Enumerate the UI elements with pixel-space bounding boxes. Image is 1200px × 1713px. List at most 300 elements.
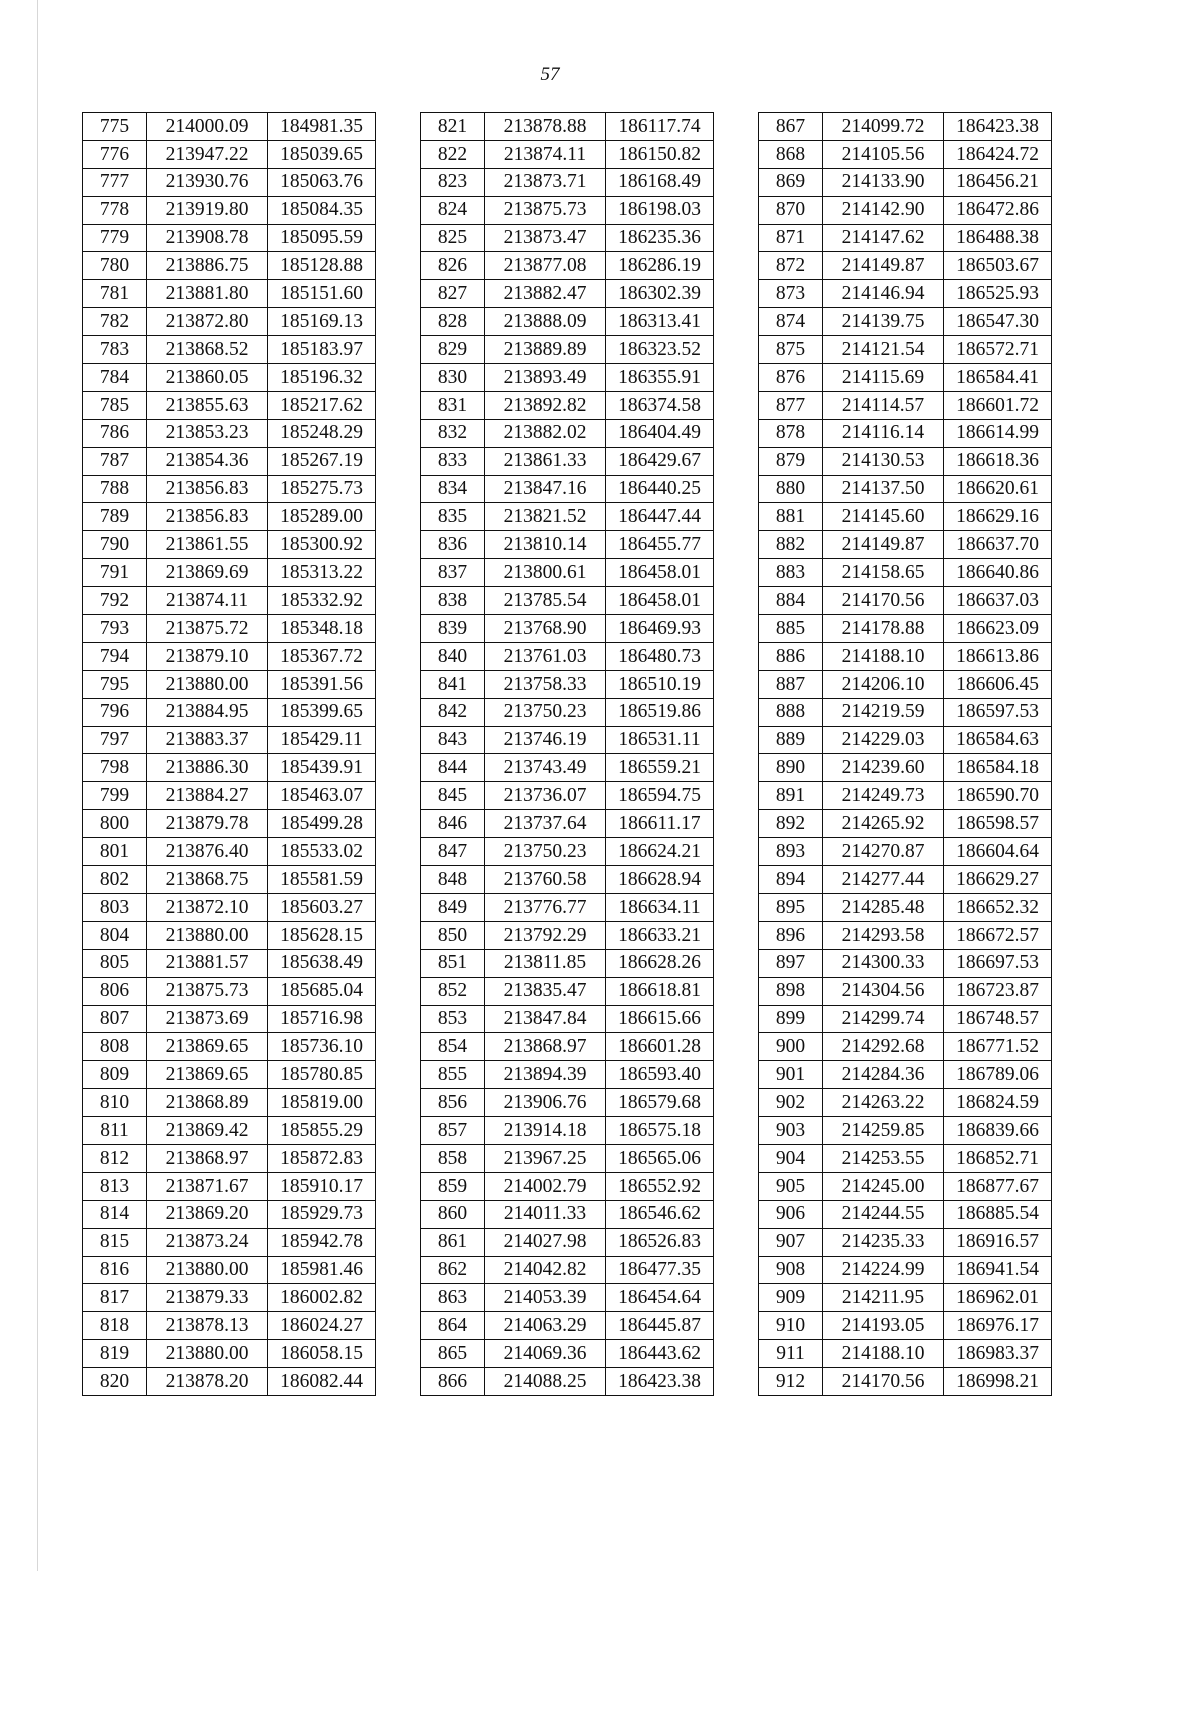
point-number-cell: 785 [83,391,147,419]
y-coordinate-cell: 186546.62 [606,1200,714,1228]
table-row [83,1284,376,1312]
table-row [759,949,1052,977]
point-number-cell: 827 [421,280,485,308]
x-coordinate-cell: 213869.65 [147,1033,268,1061]
table-row [83,559,376,587]
table-row [421,949,714,977]
y-coordinate-cell: 186634.11 [606,893,714,921]
x-coordinate-cell: 213878.13 [147,1312,268,1340]
x-coordinate-cell: 213875.72 [147,615,268,643]
y-coordinate-cell: 186469.93 [606,615,714,643]
y-coordinate-cell: 186613.86 [944,642,1052,670]
x-coordinate-cell: 214137.50 [823,475,944,503]
y-coordinate-cell: 185084.35 [268,196,376,224]
table-row [83,308,376,336]
point-number-cell: 810 [83,1089,147,1117]
point-number-cell: 862 [421,1256,485,1284]
x-coordinate-cell: 213878.88 [485,113,606,141]
x-coordinate-cell: 213821.52 [485,503,606,531]
x-coordinate-cell: 213967.25 [485,1144,606,1172]
point-number-cell: 780 [83,252,147,280]
y-coordinate-cell: 186472.86 [944,196,1052,224]
y-coordinate-cell: 186748.57 [944,1005,1052,1033]
table-row [759,1089,1052,1117]
y-coordinate-cell: 186456.21 [944,168,1052,196]
y-coordinate-cell: 185128.88 [268,252,376,280]
y-coordinate-cell: 186519.86 [606,698,714,726]
y-coordinate-cell: 186606.45 [944,670,1052,698]
point-number-cell: 867 [759,113,823,141]
y-coordinate-cell: 186629.16 [944,503,1052,531]
y-coordinate-cell: 185910.17 [268,1172,376,1200]
point-number-cell: 878 [759,419,823,447]
point-number-cell: 807 [83,1005,147,1033]
y-coordinate-cell: 185499.28 [268,810,376,838]
x-coordinate-cell: 213856.83 [147,475,268,503]
x-coordinate-cell: 214170.56 [823,1368,944,1396]
y-coordinate-cell: 186618.81 [606,977,714,1005]
point-number-cell: 884 [759,587,823,615]
point-number-cell: 806 [83,977,147,1005]
x-coordinate-cell: 214253.55 [823,1144,944,1172]
point-number-cell: 797 [83,726,147,754]
x-coordinate-cell: 213894.39 [485,1061,606,1089]
y-coordinate-cell: 186672.57 [944,921,1052,949]
y-coordinate-cell: 186429.67 [606,447,714,475]
table-row [83,196,376,224]
x-coordinate-cell: 213743.49 [485,754,606,782]
y-coordinate-cell: 186454.64 [606,1284,714,1312]
point-number-cell: 826 [421,252,485,280]
x-coordinate-cell: 214063.29 [485,1312,606,1340]
y-coordinate-cell: 186458.01 [606,587,714,615]
point-number-cell: 874 [759,308,823,336]
point-number-cell: 795 [83,670,147,698]
table-row [421,1005,714,1033]
x-coordinate-cell: 214300.33 [823,949,944,977]
table-row [83,1117,376,1145]
point-number-cell: 798 [83,754,147,782]
table-row [83,252,376,280]
point-number-cell: 845 [421,782,485,810]
point-number-cell: 865 [421,1340,485,1368]
x-coordinate-cell: 213750.23 [485,838,606,866]
x-coordinate-cell: 213853.23 [147,419,268,447]
y-coordinate-cell: 185929.73 [268,1200,376,1228]
table-row [759,336,1052,364]
coordinate-table-1 [82,112,376,1396]
table-row [421,559,714,587]
y-coordinate-cell: 186424.72 [944,140,1052,168]
table-row [83,1033,376,1061]
point-number-cell: 852 [421,977,485,1005]
y-coordinate-cell: 186559.21 [606,754,714,782]
x-coordinate-cell: 213868.89 [147,1089,268,1117]
table-row [421,280,714,308]
table-row [83,1144,376,1172]
table-row [421,1172,714,1200]
y-coordinate-cell: 186404.49 [606,419,714,447]
table-row [83,280,376,308]
y-coordinate-cell: 185151.60 [268,280,376,308]
x-coordinate-cell: 214293.58 [823,921,944,949]
y-coordinate-cell: 185780.85 [268,1061,376,1089]
table-row [759,754,1052,782]
point-number-cell: 775 [83,113,147,141]
point-number-cell: 893 [759,838,823,866]
x-coordinate-cell: 214099.72 [823,113,944,141]
point-number-cell: 860 [421,1200,485,1228]
y-coordinate-cell: 186503.67 [944,252,1052,280]
x-coordinate-cell: 214116.14 [823,419,944,447]
table-row [421,838,714,866]
y-coordinate-cell: 186526.83 [606,1228,714,1256]
y-coordinate-cell: 185267.19 [268,447,376,475]
table-row [421,866,714,894]
table-row [759,1200,1052,1228]
table-row [83,531,376,559]
x-coordinate-cell: 214249.73 [823,782,944,810]
y-coordinate-cell: 185429.11 [268,726,376,754]
point-number-cell: 828 [421,308,485,336]
table-row [83,1256,376,1284]
point-number-cell: 855 [421,1061,485,1089]
table-row [759,503,1052,531]
y-coordinate-cell: 186789.06 [944,1061,1052,1089]
y-coordinate-cell: 186598.57 [944,810,1052,838]
table-row [421,252,714,280]
x-coordinate-cell: 214139.75 [823,308,944,336]
x-coordinate-cell: 213792.29 [485,921,606,949]
table-row [759,782,1052,810]
x-coordinate-cell: 213881.57 [147,949,268,977]
y-coordinate-cell: 186443.62 [606,1340,714,1368]
point-number-cell: 888 [759,698,823,726]
x-coordinate-cell: 214245.00 [823,1172,944,1200]
point-number-cell: 859 [421,1172,485,1200]
point-number-cell: 812 [83,1144,147,1172]
point-number-cell: 815 [83,1228,147,1256]
point-number-cell: 876 [759,364,823,392]
table-row [759,615,1052,643]
y-coordinate-cell: 185581.59 [268,866,376,894]
y-coordinate-cell: 186998.21 [944,1368,1052,1396]
table-row [759,1228,1052,1256]
point-number-cell: 794 [83,642,147,670]
x-coordinate-cell: 213876.40 [147,838,268,866]
table-row [421,168,714,196]
point-number-cell: 887 [759,670,823,698]
x-coordinate-cell: 213873.47 [485,224,606,252]
table-row [421,1228,714,1256]
table-row [759,1005,1052,1033]
y-coordinate-cell: 186628.94 [606,866,714,894]
y-coordinate-cell: 185217.62 [268,391,376,419]
table-row [421,336,714,364]
table-row [759,670,1052,698]
table-row [759,140,1052,168]
table-row [759,1144,1052,1172]
point-number-cell: 903 [759,1117,823,1145]
point-number-cell: 787 [83,447,147,475]
point-number-cell: 902 [759,1089,823,1117]
y-coordinate-cell: 186584.18 [944,754,1052,782]
table-row [83,475,376,503]
x-coordinate-cell: 213869.69 [147,559,268,587]
table-row [759,364,1052,392]
y-coordinate-cell: 186590.70 [944,782,1052,810]
x-coordinate-cell: 213855.63 [147,391,268,419]
point-number-cell: 799 [83,782,147,810]
point-number-cell: 833 [421,447,485,475]
y-coordinate-cell: 186611.17 [606,810,714,838]
table-row [421,503,714,531]
x-coordinate-cell: 213879.33 [147,1284,268,1312]
point-number-cell: 868 [759,140,823,168]
y-coordinate-cell: 185819.00 [268,1089,376,1117]
x-coordinate-cell: 213908.78 [147,224,268,252]
table-row [421,419,714,447]
point-number-cell: 896 [759,921,823,949]
point-number-cell: 778 [83,196,147,224]
point-number-cell: 822 [421,140,485,168]
y-coordinate-cell: 185855.29 [268,1117,376,1145]
y-coordinate-cell: 186962.01 [944,1284,1052,1312]
x-coordinate-cell: 213861.55 [147,531,268,559]
table-row [759,642,1052,670]
y-coordinate-cell: 185716.98 [268,1005,376,1033]
y-coordinate-cell: 186525.93 [944,280,1052,308]
point-number-cell: 894 [759,866,823,894]
table-row [759,531,1052,559]
table-row [421,977,714,1005]
point-number-cell: 802 [83,866,147,894]
table-row [759,308,1052,336]
y-coordinate-cell: 186572.71 [944,336,1052,364]
x-coordinate-cell: 214211.95 [823,1284,944,1312]
point-number-cell: 881 [759,503,823,531]
point-number-cell: 791 [83,559,147,587]
x-coordinate-cell: 213869.42 [147,1117,268,1145]
x-coordinate-cell: 213776.77 [485,893,606,921]
point-number-cell: 823 [421,168,485,196]
x-coordinate-cell: 213873.24 [147,1228,268,1256]
point-number-cell: 792 [83,587,147,615]
y-coordinate-cell: 185332.92 [268,587,376,615]
point-number-cell: 839 [421,615,485,643]
x-coordinate-cell: 213800.61 [485,559,606,587]
table-row [421,1061,714,1089]
y-coordinate-cell: 186941.54 [944,1256,1052,1284]
y-coordinate-cell: 186302.39 [606,280,714,308]
x-coordinate-cell: 214193.05 [823,1312,944,1340]
table-row [759,419,1052,447]
table-row [759,977,1052,1005]
y-coordinate-cell: 186885.54 [944,1200,1052,1228]
point-number-cell: 912 [759,1368,823,1396]
table-row [83,140,376,168]
point-number-cell: 857 [421,1117,485,1145]
y-coordinate-cell: 186623.09 [944,615,1052,643]
point-number-cell: 864 [421,1312,485,1340]
x-coordinate-cell: 213884.27 [147,782,268,810]
x-coordinate-cell: 214285.48 [823,893,944,921]
y-coordinate-cell: 186601.72 [944,391,1052,419]
x-coordinate-cell: 213875.73 [147,977,268,1005]
x-coordinate-cell: 213835.47 [485,977,606,1005]
table-row [83,698,376,726]
y-coordinate-cell: 186168.49 [606,168,714,196]
x-coordinate-cell: 214145.60 [823,503,944,531]
point-number-cell: 837 [421,559,485,587]
point-number-cell: 906 [759,1200,823,1228]
y-coordinate-cell: 186117.74 [606,113,714,141]
y-coordinate-cell: 186510.19 [606,670,714,698]
point-number-cell: 858 [421,1144,485,1172]
y-coordinate-cell: 185399.65 [268,698,376,726]
point-number-cell: 844 [421,754,485,782]
table-row [421,1200,714,1228]
point-number-cell: 820 [83,1368,147,1396]
point-number-cell: 841 [421,670,485,698]
table-row [83,670,376,698]
table-row [759,726,1052,754]
x-coordinate-cell: 213889.89 [485,336,606,364]
table-row [421,698,714,726]
y-coordinate-cell: 186374.58 [606,391,714,419]
x-coordinate-cell: 213874.11 [147,587,268,615]
y-coordinate-cell: 186640.86 [944,559,1052,587]
table-row [83,224,376,252]
y-coordinate-cell: 186547.30 [944,308,1052,336]
point-number-cell: 856 [421,1089,485,1117]
table-row [759,252,1052,280]
x-coordinate-cell: 214142.90 [823,196,944,224]
x-coordinate-cell: 213847.16 [485,475,606,503]
table-row [759,838,1052,866]
point-number-cell: 851 [421,949,485,977]
x-coordinate-cell: 214146.94 [823,280,944,308]
y-coordinate-cell: 185872.83 [268,1144,376,1172]
point-number-cell: 870 [759,196,823,224]
table-row [421,196,714,224]
table-row [421,1284,714,1312]
x-coordinate-cell: 213930.76 [147,168,268,196]
y-coordinate-cell: 186983.37 [944,1340,1052,1368]
table-row [421,308,714,336]
table-row [421,726,714,754]
point-number-cell: 776 [83,140,147,168]
table-row [421,1368,714,1396]
x-coordinate-cell: 214235.33 [823,1228,944,1256]
point-number-cell: 871 [759,224,823,252]
point-number-cell: 836 [421,531,485,559]
coordinate-table-2 [420,112,714,1396]
y-coordinate-cell: 186458.01 [606,559,714,587]
y-coordinate-cell: 186313.41 [606,308,714,336]
table-row [421,531,714,559]
x-coordinate-cell: 214027.98 [485,1228,606,1256]
y-coordinate-cell: 186614.99 [944,419,1052,447]
table-row [83,419,376,447]
x-coordinate-cell: 213873.69 [147,1005,268,1033]
y-coordinate-cell: 185367.72 [268,642,376,670]
y-coordinate-cell: 186633.21 [606,921,714,949]
x-coordinate-cell: 214130.53 [823,447,944,475]
y-coordinate-cell: 186637.03 [944,587,1052,615]
point-number-cell: 829 [421,336,485,364]
x-coordinate-cell: 214265.92 [823,810,944,838]
point-number-cell: 853 [421,1005,485,1033]
table-row [421,1033,714,1061]
x-coordinate-cell: 213869.20 [147,1200,268,1228]
point-number-cell: 800 [83,810,147,838]
y-coordinate-cell: 186916.57 [944,1228,1052,1256]
point-number-cell: 847 [421,838,485,866]
x-coordinate-cell: 214088.25 [485,1368,606,1396]
point-number-cell: 824 [421,196,485,224]
y-coordinate-cell: 186877.67 [944,1172,1052,1200]
table-row [759,1368,1052,1396]
point-number-cell: 818 [83,1312,147,1340]
point-number-cell: 814 [83,1200,147,1228]
x-coordinate-cell: 213761.03 [485,642,606,670]
y-coordinate-cell: 186423.38 [606,1368,714,1396]
x-coordinate-cell: 214224.99 [823,1256,944,1284]
table-row [83,977,376,1005]
point-number-cell: 817 [83,1284,147,1312]
table-row [83,615,376,643]
table-row [83,838,376,866]
point-number-cell: 825 [421,224,485,252]
x-coordinate-cell: 213893.49 [485,364,606,392]
table-row [759,1061,1052,1089]
y-coordinate-cell: 186480.73 [606,642,714,670]
point-number-cell: 892 [759,810,823,838]
point-number-cell: 873 [759,280,823,308]
table-row [83,503,376,531]
y-coordinate-cell: 186002.82 [268,1284,376,1312]
table-row [83,1172,376,1200]
y-coordinate-cell: 184981.35 [268,113,376,141]
x-coordinate-cell: 213847.84 [485,1005,606,1033]
y-coordinate-cell: 186637.70 [944,531,1052,559]
scan-margin-line [37,0,38,1571]
table-row [421,642,714,670]
point-number-cell: 875 [759,336,823,364]
y-coordinate-cell: 185348.18 [268,615,376,643]
table-row [421,587,714,615]
x-coordinate-cell: 214270.87 [823,838,944,866]
x-coordinate-cell: 213880.00 [147,1340,268,1368]
x-coordinate-cell: 214277.44 [823,866,944,894]
y-coordinate-cell: 185248.29 [268,419,376,447]
point-number-cell: 835 [421,503,485,531]
x-coordinate-cell: 214053.39 [485,1284,606,1312]
y-coordinate-cell: 186615.66 [606,1005,714,1033]
y-coordinate-cell: 186771.52 [944,1033,1052,1061]
point-number-cell: 900 [759,1033,823,1061]
x-coordinate-cell: 213882.47 [485,280,606,308]
y-coordinate-cell: 185685.04 [268,977,376,1005]
point-number-cell: 840 [421,642,485,670]
table-row [421,782,714,810]
x-coordinate-cell: 214239.60 [823,754,944,782]
table-row [421,1312,714,1340]
table-row [759,921,1052,949]
table-row [421,113,714,141]
x-coordinate-cell: 213854.36 [147,447,268,475]
